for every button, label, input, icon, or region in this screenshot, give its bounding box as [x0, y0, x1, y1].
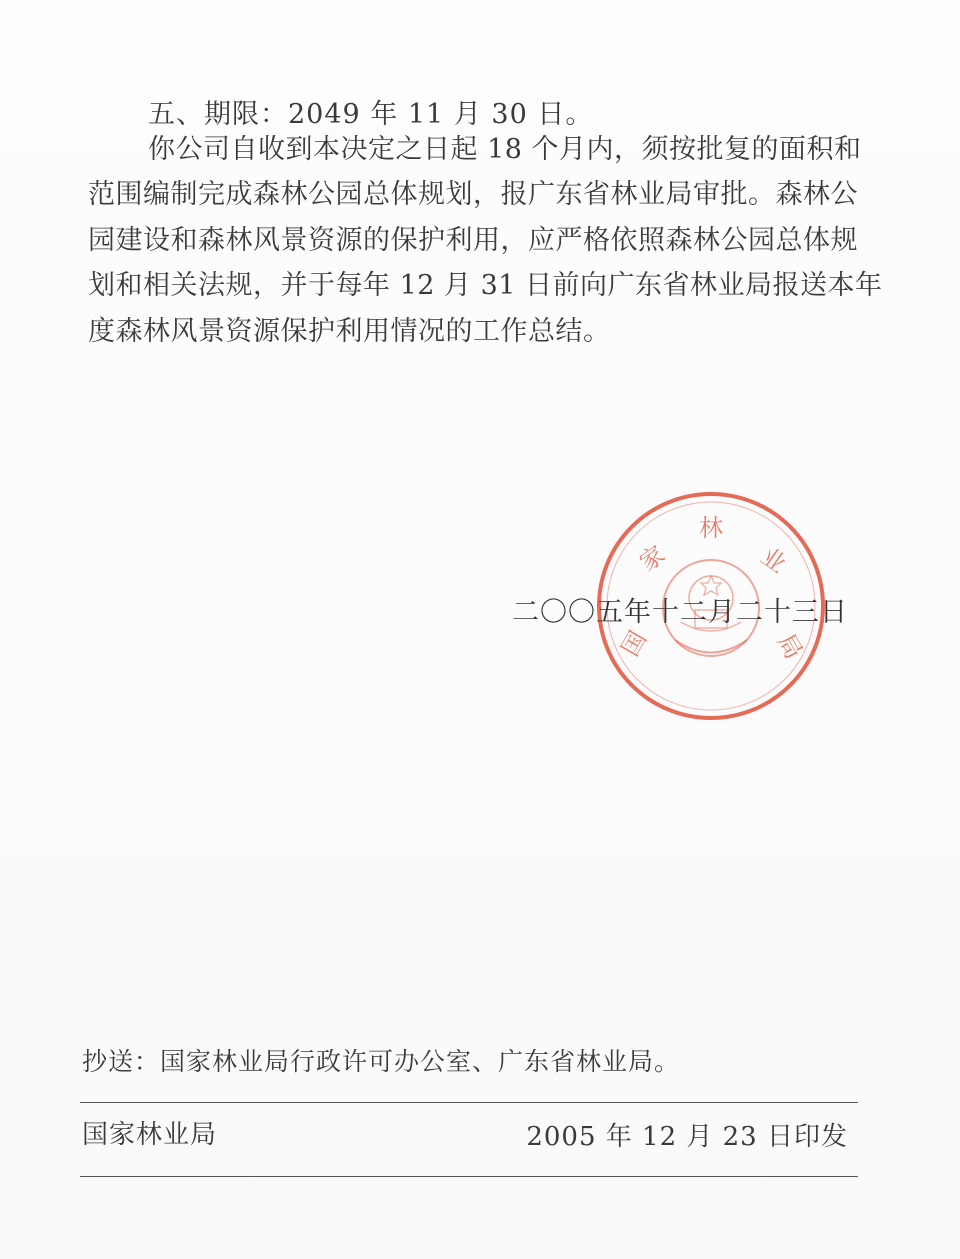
signature-date: 二〇〇五年十二月二十三日	[512, 597, 848, 628]
footer-top-rule	[80, 1102, 858, 1103]
svg-text:业: 业	[755, 541, 792, 579]
svg-text:家: 家	[634, 540, 671, 577]
svg-text:国: 国	[615, 626, 653, 661]
cc-line: 抄送：国家林业局行政许可办公室、广东省林业局。	[82, 1047, 681, 1076]
body-line-4: 划和相关法规，并于每年 12 月 31 日前向广东省林业局报送本年	[88, 270, 883, 301]
footer-print-date: 2005 年 12 月 23 日印发	[526, 1122, 848, 1152]
svg-text:林: 林	[699, 514, 723, 542]
footer-bottom-rule	[80, 1176, 858, 1177]
term-line: 五、期限：2049 年 11 月 30 日。	[148, 99, 594, 130]
footer-issuer: 国家林业局	[82, 1120, 218, 1150]
body-line-3: 园建设和森林风景资源的保护利用，应严格依照森林公园总体规	[88, 225, 858, 256]
body-line-1: 你公司自收到本决定之日起 18 个月内，须按批复的面积和	[148, 134, 862, 165]
body-line-2: 范围编制完成森林公园总体规划，报广东省林业局审批。森林公	[88, 179, 858, 210]
body-line-5: 度森林风景资源保护利用情况的工作总结。	[88, 316, 611, 347]
svg-text:局: 局	[771, 629, 809, 664]
